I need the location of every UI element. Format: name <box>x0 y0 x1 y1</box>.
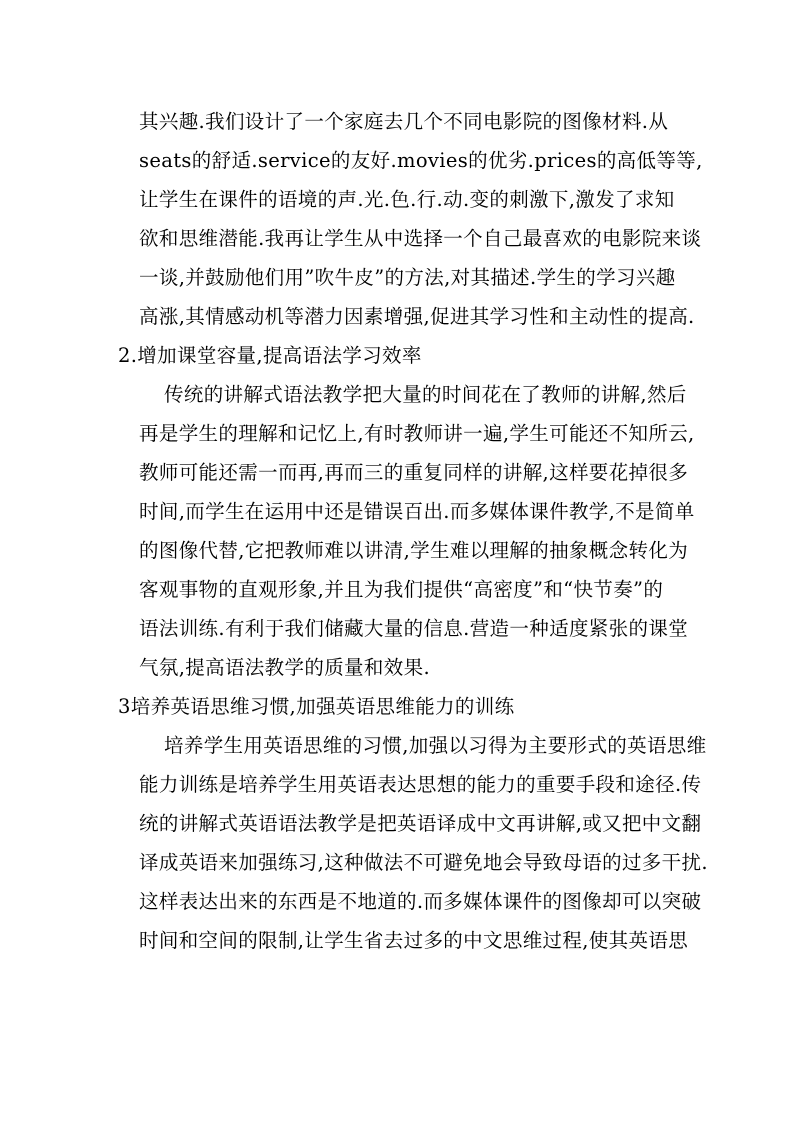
paragraph-line: 这样表达出来的东西是不地道的.而多媒体课件的图像却可以突破 <box>139 890 702 913</box>
paragraph-line: 让学生在课件的语境的声.光.色.行.动.变的刺激下,激发了求知 <box>139 188 675 211</box>
paragraph-line: 统的讲解式英语语法教学是把英语译成中文再讲解,或又把中文翻 <box>139 812 702 835</box>
paragraph-line: 其兴趣.我们设计了一个家庭去几个不同电影院的图像材料.从 <box>139 110 669 133</box>
section-heading: 2.增加课堂容量,提高语法学习效率 <box>118 344 422 367</box>
paragraph-line: seats的舒适.service的友好.movies的优劣.prices的高低等等, <box>139 149 703 172</box>
paragraph-line: 能力训练是培养学生用英语表达思想的能力的重要手段和途径.传 <box>139 773 702 796</box>
paragraph-line: 再是学生的理解和记忆上,有时教师讲一遍,学生可能还不知所云, <box>139 422 695 445</box>
paragraph-line: 高涨,其情感动机等潜力因素增强,促进其学习性和主动性的提高. <box>139 305 695 328</box>
paragraph-line: 欲和思维潜能.我再让学生从中选择一个自己最喜欢的电影院来谈 <box>139 227 702 250</box>
paragraph-line: 译成英语来加强练习,这种做法不可避免地会导致母语的过多干扰. <box>139 851 708 874</box>
paragraph-line: 教师可能还需一而再,再而三的重复同样的讲解,这样要花掉很多 <box>139 461 689 484</box>
section-heading: 3培养英语思维习惯,加强英语思维能力的训练 <box>118 695 515 718</box>
paragraph-line: 传统的讲解式语法教学把大量的时间花在了教师的讲解,然后 <box>164 383 687 406</box>
paragraph-line: 时间和空间的限制,让学生省去过多的中文思维过程,使其英语思 <box>139 929 689 952</box>
paragraph-line: 时间,而学生在运用中还是错误百出.而多媒体课件教学,不是简单 <box>139 500 695 523</box>
paragraph-line: 语法训练.有利于我们储藏大量的信息.营造一种适度紧张的课堂 <box>139 617 689 640</box>
paragraph-line: 培养学生用英语思维的习惯,加强以习得为主要形式的英语思维 <box>164 734 707 757</box>
paragraph-line: 一谈,并鼓励他们用”吹牛皮”的方法,对其描述.学生的学习兴趣 <box>139 266 676 289</box>
paragraph-line: 的图像代替,它把教师难以讲清,学生难以理解的抽象概念转化为 <box>139 539 689 562</box>
paragraph-line: 气氛,提高语法教学的质量和效果. <box>139 656 430 679</box>
paragraph-line: 客观事物的直观形象,并且为我们提供“高密度”和“快节奏”的 <box>139 578 664 601</box>
